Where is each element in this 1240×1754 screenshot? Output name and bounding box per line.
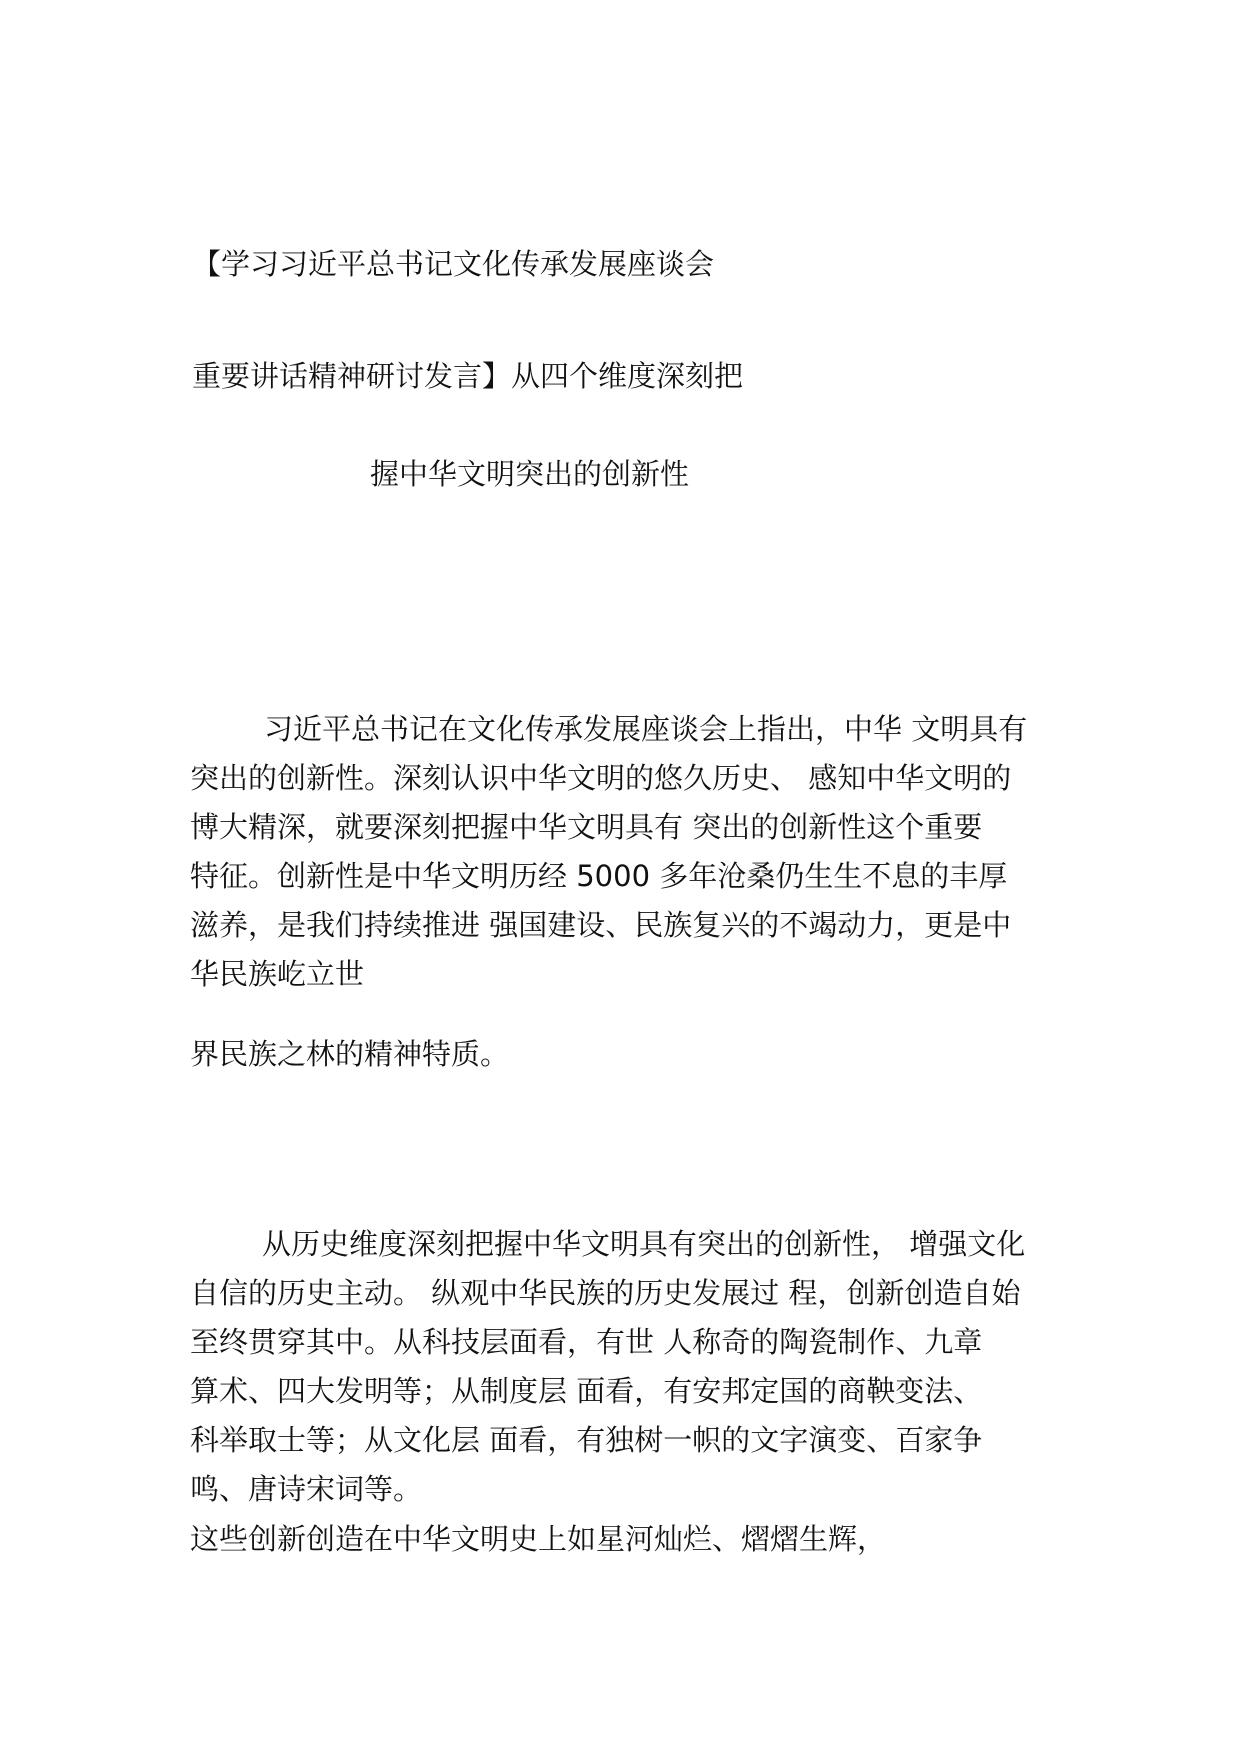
title-line-3: 握中华文明突出的创新性 <box>370 457 690 491</box>
title-line-1: 【学习习近平总书记文化传承发展座谈会 <box>192 247 715 281</box>
paragraph-1-line-5: 滋养，是我们持续推进 强国建设、民族复兴的不竭动力，更是中 <box>190 908 1012 942</box>
paragraph-2-tail-line: 这些创新创造在中华文明史上如星河灿烂、熠熠生辉， <box>190 1522 887 1556</box>
paragraph-1-line-2: 突出的创新性。深刻认识中华文明的悠久历史、 感知中华文明的 <box>190 761 1012 795</box>
paragraph-2-line-5: 科举取士等；从文化层 面看，有独树一帜的文字演变、百家争 <box>190 1423 983 1457</box>
paragraph-2-line-1: 从历史维度深刻把握中华文明具有突出的创新性， 增强文化 <box>262 1227 1026 1261</box>
paragraph-1-line-1: 习近平总书记在文化传承发展座谈会上指出，中华 文明具有 <box>264 712 1028 746</box>
paragraph-2 <box>190 1220 1070 1514</box>
paragraph-2-line-2: 自信的历史主动。 纵观中华民族的历史发展过 程，创新创造自始 <box>190 1276 1021 1310</box>
title-line-2: 重要讲话精神研讨发言】从四个维度深刻把 <box>192 359 744 393</box>
paragraph-1 <box>190 705 1070 999</box>
paragraph-1-tail <box>190 1030 1070 1079</box>
paragraph-2-line-3: 至终贯穿其中。从科技层面看，有世 人称奇的陶瓷制作、九章 <box>190 1325 983 1359</box>
paragraph-1-line-6: 华民族屹立世 <box>190 957 365 991</box>
paragraph-2-line-4: 算术、四大发明等；从制度层 面看，有安邦定国的商鞅变法、 <box>190 1374 983 1408</box>
paragraph-1-line-3: 博大精深，就要深刻把握中华文明具有 突出的创新性这个重要 <box>190 810 983 844</box>
paragraph-1-line-4: 特征。创新性是中华文明历经 5000 多年沧桑仍生生不息的丰厚 <box>190 859 1008 893</box>
paragraph-2-line-6: 鸣、唐诗宋词等。 <box>190 1472 423 1506</box>
paragraph-1-tail-line: 界民族之林的精神特质。 <box>190 1037 510 1071</box>
paragraph-2-tail <box>190 1515 1070 1564</box>
